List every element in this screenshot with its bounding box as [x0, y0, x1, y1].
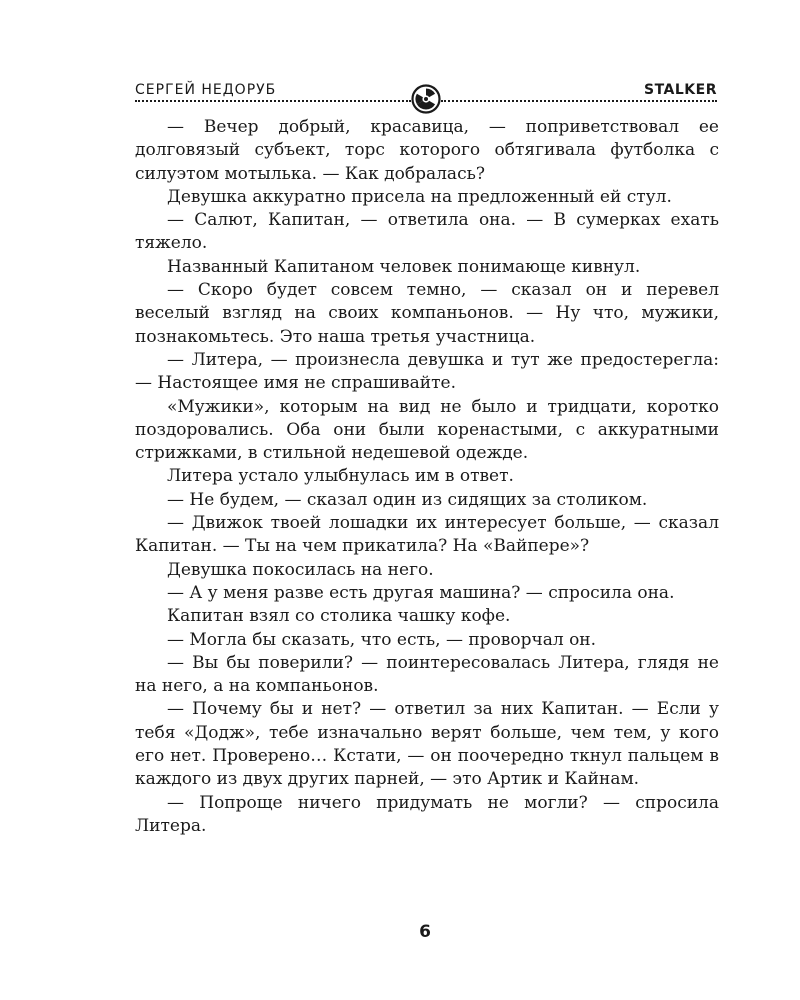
paragraph: Девушка аккуратно присела на предложенный ей стул. [167, 186, 672, 207]
body-text [135, 116, 719, 838]
paragraph: Литера устало улыбнулась им в ответ. [167, 466, 514, 487]
paragraph: — Движок твоей лошадки их интересует больше, — сказал Капитан. — Ты на чем прикатила? На «Вайпере»? [135, 513, 719, 557]
paragraph: Девушка покосилась на него. [167, 559, 434, 580]
paragraph: — Салют, Капитан, — ответила она. — В сумерках ехать тяжело. [135, 210, 719, 254]
paragraph: — А у меня разве есть другая машина? — спросила она. [167, 582, 675, 603]
paragraph: — Не будем, — сказал один из сидящих за столиком. [167, 489, 648, 510]
paragraph: — Вечер добрый, красавица, — поприветствовал ее долговязый субъект, торс которого обтягивала футболка с силуэтом мотылька. — Как добралась? [135, 117, 719, 184]
paragraph: — Скоро будет совсем темно, — сказал он и перевел веселый взгляд на своих компаньонов. — Ну что, мужики, познакомьтесь. Это наша третья участница. [135, 280, 719, 347]
paragraph: «Мужики», которым на вид не было и тридцати, коротко поздоровались. Оба они были коренастыми, с аккуратными стрижками, в стильной недешевой одежде. [135, 396, 719, 464]
paragraph: — Попроще ничего придумать не могли? — спросила Литера. [135, 792, 719, 836]
paragraph: — Литера, — произнесла девушка и тут же предостерегла: — Настоящее имя не спрашивайте. [135, 349, 719, 394]
paragraph: — Могла бы сказать, что есть, — проворчал он. [167, 629, 597, 650]
header-rule-left [135, 100, 411, 102]
running-head-author: СЕРГЕЙ НЕДОРУБ [135, 82, 277, 98]
page-number: 6 [419, 922, 431, 942]
running-head-series: STALKER [644, 82, 717, 98]
header-rule-right [441, 100, 717, 102]
paragraph: — Почему бы и нет? — ответил за них Капитан. — Если у тебя «Додж», тебе изначально верят больше, чем тем, у кого его нет. Проверено… Кстати, — он поочередно ткнул пальцем в каждого из двух других парней, — это Артик и Кайнам. [135, 699, 719, 790]
paragraph: Капитан взял со столика чашку кофе. [167, 606, 511, 627]
radiation-icon [411, 84, 441, 114]
paragraph: Названный Капитаном человек понимающе кивнул. [167, 256, 641, 277]
paragraph: — Вы бы поверили? — поинтересовалась Литера, глядя не на него, а на компаньонов. [135, 652, 719, 697]
